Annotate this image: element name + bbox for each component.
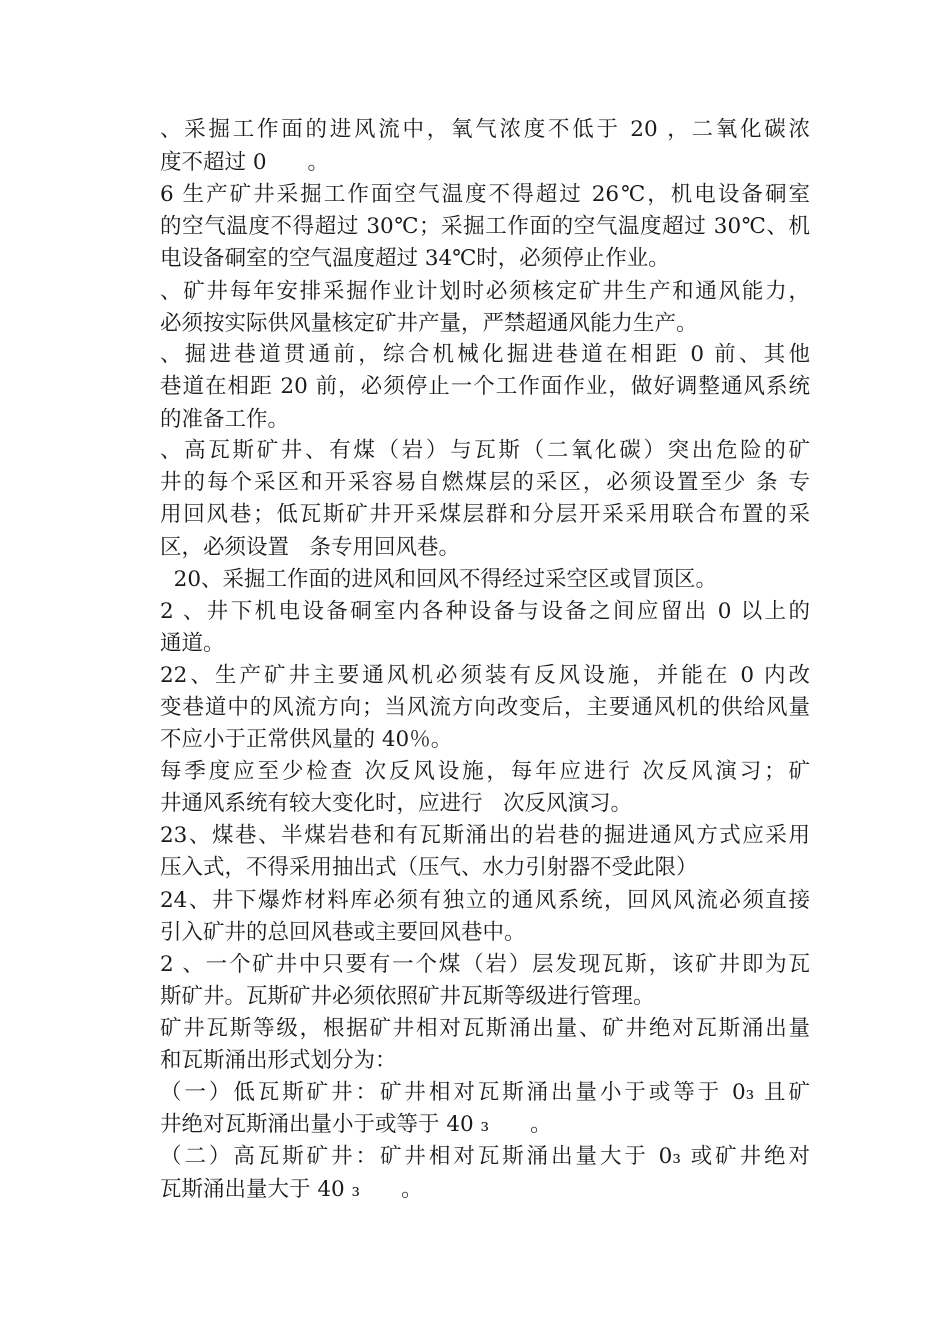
text-line: 22、生产矿井主要通风机必须装有反风设施，并能在 0 内改: [160, 663, 810, 688]
text-line: 、采掘工作面的进风流中，氧气浓度不低于 20 ，二氧化碳浓: [160, 117, 810, 142]
text-line: 、矿井每年安排采掘作业计划时必须核定矿井生产和通风能力，: [160, 279, 810, 304]
text-line: 电设备硐室的空气温度超过 34℃时，必须停止作业。: [160, 246, 670, 271]
text-line: （一）低瓦斯矿井：矿井相对瓦斯涌出量小于或等于 0₃ 且矿: [160, 1080, 810, 1105]
text-line: 斯矿井。瓦斯矿井必须依照矿井瓦斯等级进行管理。: [160, 984, 655, 1009]
text-line: 引入矿井的总回风巷或主要回风巷中。: [160, 920, 526, 945]
text-line: 压入式，不得采用抽出式（压气、水力引射器不受此限）: [160, 855, 698, 880]
text-line: 和瓦斯涌出形式划分为：: [160, 1048, 397, 1073]
text-line: 23、煤巷、半煤岩巷和有瓦斯涌出的岩巷的掘进通风方式应采用: [160, 823, 810, 848]
text-line: 区，必须设置 条专用回风巷。: [160, 535, 461, 560]
text-line: 的准备工作。: [160, 407, 290, 432]
text-line: 不应小于正常供风量的 40％。: [160, 727, 453, 752]
text-line: 矿井瓦斯等级，根据矿井相对瓦斯涌出量、矿井绝对瓦斯涌出量: [160, 1016, 810, 1041]
text-line: 度不超过 0 。: [160, 150, 330, 175]
text-line: 的空气温度不得超过 30℃；采掘工作面的空气温度超过 30℃、机: [160, 214, 810, 239]
text-line: 井的每个采区和开采容易自燃煤层的采区，必须设置至少 条 专: [160, 470, 810, 495]
text-line: 巷道在相距 20 前，必须停止一个工作面作业，做好调整通风系统: [160, 374, 810, 399]
text-line: 用回风巷；低瓦斯矿井开采煤层群和分层开采采用联合布置的采: [160, 502, 810, 527]
text-line: 瓦斯涌出量大于 40 ₃ 。: [160, 1177, 423, 1202]
text-line: 井通风系统有较大变化时，应进行 次反风演习。: [160, 791, 633, 816]
text-line: 24、井下爆炸材料库必须有独立的通风系统，回风风流必须直接: [160, 888, 810, 913]
text-line: 通道。: [160, 631, 225, 656]
text-line: 变巷道中的风流方向；当风流方向改变后，主要通风机的供给风量: [160, 695, 810, 720]
text-line: 每季度应至少检查 次反风设施，每年应进行 次反风演习；矿: [160, 759, 810, 784]
text-line: 6 生产矿井采掘工作面空气温度不得超过 26℃，机电设备硐室: [160, 182, 810, 207]
text-line: 、高瓦斯矿井、有煤（岩）与瓦斯（二氧化碳）突出危险的矿: [160, 438, 810, 463]
text-line: 井绝对瓦斯涌出量小于或等于 40 ₃ 。: [160, 1112, 552, 1137]
text-line: 2 、一个矿井中只要有一个煤（岩）层发现瓦斯，该矿井即为瓦: [160, 952, 810, 977]
text-line: 20、采掘工作面的进风和回风不得经过采空区或冒顶区。: [160, 567, 718, 592]
text-line: 必须按实际供风量核定矿井产量，严禁超通风能力生产。: [160, 311, 698, 336]
text-line: 、掘进巷道贯通前，综合机械化掘进巷道在相距 0 前、其他: [160, 342, 810, 367]
text-line: （二）高瓦斯矿井：矿井相对瓦斯涌出量大于 0₃ 或矿井绝对: [160, 1144, 810, 1169]
text-line: 2 、井下机电设备硐室内各种设备与设备之间应留出 0 以上的: [160, 599, 810, 624]
